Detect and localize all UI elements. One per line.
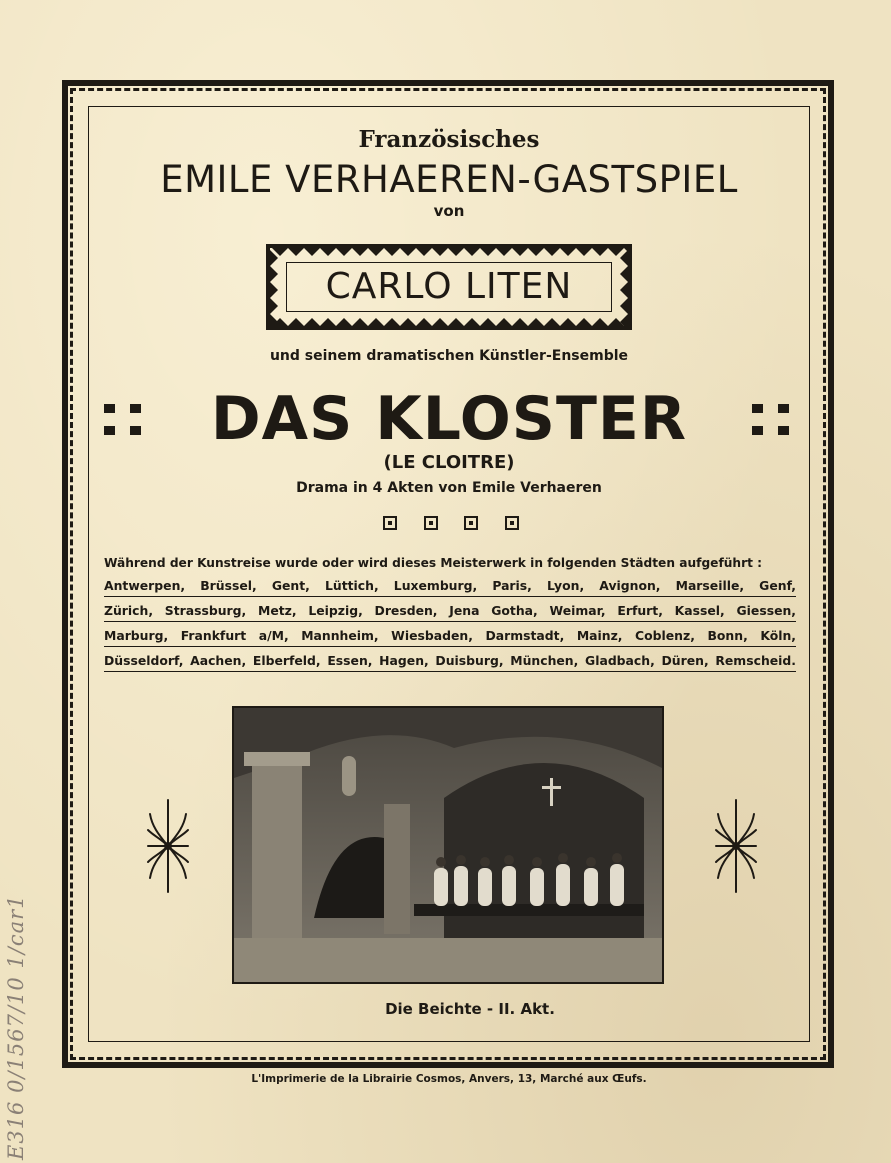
city-line-2: Zürich, Strassburg, Metz, Leipzig, Dresden, Jena Gotha, Weimar, Erfurt, Kassel, Giessen, <box>104 602 796 622</box>
right-floral-ornament-icon <box>714 796 758 896</box>
zigzag-tooth <box>480 248 496 256</box>
zigzag-tooth <box>368 318 384 326</box>
header-franzoesisches: Französisches <box>358 126 540 153</box>
zigzag-tooth <box>560 248 576 256</box>
city-line-3: Marburg, Frankfurt a/M, Mannheim, Wiesbaden, Darmstadt, Mainz, Coblenz, Bonn, Köln, <box>104 627 796 647</box>
tour-intro: Während der Kunstreise wurde oder wird dieses Meisterwerk in folgenden Städten aufgeführt : <box>104 556 763 570</box>
zigzag-tooth <box>620 298 628 314</box>
zigzag-tooth <box>352 318 368 326</box>
zigzag-tooth <box>352 248 368 256</box>
header-gastspiel: EMILE VERHAEREN-GASTSPIEL <box>160 158 738 201</box>
zigzag-tooth <box>464 248 480 256</box>
city-line-1: Antwerpen, Brüssel, Gent, Lüttich, Luxemburg, Paris, Lyon, Avignon, Marseille, Genf, <box>104 577 796 597</box>
square-bullet-icon <box>464 516 478 530</box>
zigzag-tooth <box>544 248 560 256</box>
zigzag-tooth <box>496 318 512 326</box>
header-von: von <box>433 202 465 220</box>
zigzag-tooth <box>368 248 384 256</box>
ensemble-line: und seinem dramatischen Künstler-Ensemble <box>269 348 629 364</box>
zigzag-tooth <box>320 248 336 256</box>
right-dot-ornament <box>752 404 792 440</box>
play-title: DAS KLOSTER <box>210 384 688 454</box>
zigzag-tooth <box>270 266 278 282</box>
printer-imprint: L'Imprimerie de la Librairie Cosmos, Anvers, 13, Marché aux Œufs. <box>251 1073 647 1085</box>
zigzag-tooth <box>620 282 628 298</box>
zigzag-tooth <box>592 248 608 256</box>
zigzag-tooth <box>464 318 480 326</box>
zigzag-tooth <box>270 282 278 298</box>
crypt-scene-image <box>234 708 662 982</box>
zigzag-tooth <box>288 248 304 256</box>
zigzag-tooth <box>480 318 496 326</box>
zigzag-tooth <box>336 248 352 256</box>
zigzag-tooth <box>384 248 400 256</box>
left-floral-ornament-icon <box>146 796 190 896</box>
play-description: Drama in 4 Akten von Emile Verhaeren <box>296 480 602 496</box>
zigzag-tooth <box>270 298 278 314</box>
zigzag-tooth <box>576 318 592 326</box>
zigzag-tooth <box>620 250 628 266</box>
zigzag-tooth <box>304 318 320 326</box>
zigzag-tooth <box>576 248 592 256</box>
zigzag-tooth <box>560 318 576 326</box>
scene-photograph <box>232 706 664 984</box>
performer-name: CARLO LITEN <box>286 262 612 312</box>
performer-name-box <box>266 244 632 330</box>
zigzag-tooth <box>448 248 464 256</box>
archive-pencil-note: E316 0/1567/10 1/car1 <box>4 894 28 1160</box>
zigzag-tooth <box>544 318 560 326</box>
zigzag-tooth <box>528 248 544 256</box>
zigzag-tooth <box>512 318 528 326</box>
square-bullet-icon <box>383 516 397 530</box>
zigzag-tooth <box>608 248 624 256</box>
zigzag-tooth <box>400 318 416 326</box>
city-line-4: Düsseldorf, Aachen, Elberfeld, Essen, Hagen, Duisburg, München, Gladbach, Düren, Remscheid. <box>104 652 796 672</box>
zigzag-tooth <box>432 318 448 326</box>
zigzag-tooth <box>320 318 336 326</box>
zigzag-tooth <box>448 318 464 326</box>
photo-caption: Die Beichte - II. Akt. <box>385 1000 555 1018</box>
zigzag-tooth <box>512 248 528 256</box>
zigzag-tooth <box>416 248 432 256</box>
play-subtitle: (LE CLOITRE) <box>383 452 515 473</box>
square-bullet-ornaments <box>383 516 519 536</box>
zigzag-tooth <box>592 318 608 326</box>
zigzag-tooth <box>288 318 304 326</box>
zigzag-tooth <box>496 248 512 256</box>
zigzag-tooth <box>336 318 352 326</box>
zigzag-tooth <box>528 318 544 326</box>
zigzag-tooth <box>304 248 320 256</box>
zigzag-tooth <box>416 318 432 326</box>
zigzag-tooth <box>620 266 628 282</box>
zigzag-tooth <box>400 248 416 256</box>
square-bullet-icon <box>505 516 519 530</box>
square-bullet-icon <box>424 516 438 530</box>
zigzag-tooth <box>432 248 448 256</box>
zigzag-tooth <box>384 318 400 326</box>
